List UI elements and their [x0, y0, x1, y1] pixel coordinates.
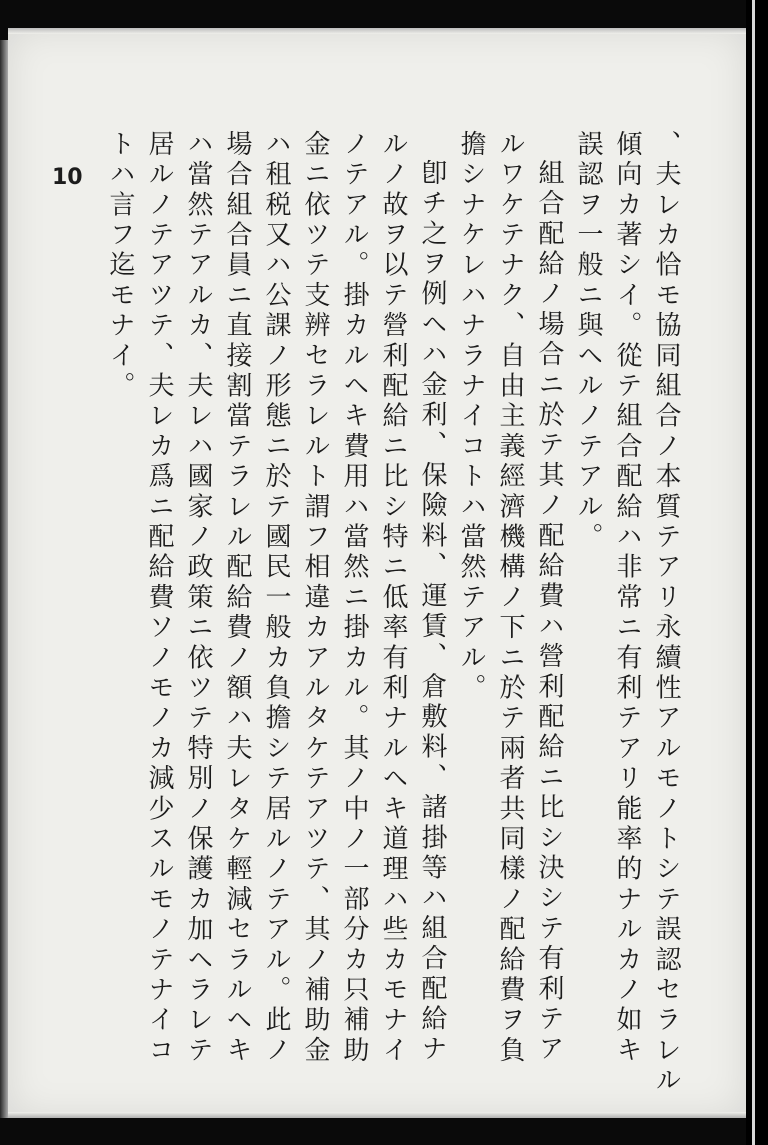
text-column: 擔シナケレハナラナイコトハ當然テアル。 — [456, 130, 486, 704]
text-column: ルワケテナク、自由主義經濟機構ノ下ニ於テ兩者共同樣ノ配給費ヲ負 — [495, 130, 525, 1067]
text-column: ノテアル。掛カルヘキ費用ハ當然ニ掛カル。其ノ中ノ一部分カ只補助 — [339, 130, 369, 1067]
scan-edge-left — [0, 40, 8, 1120]
scan-edge-top — [8, 28, 746, 34]
text-column: ハ當然テアルカ、夫レハ國家ノ政策ニ依ツテ特別ノ保護カ加ヘラレテ — [183, 130, 213, 1067]
text-column: 居ルノテアツテ、夫レカ爲ニ配給費ソノモノカ減少スルモノテナイコ — [144, 130, 174, 1067]
text-column: ルノ故ヲ以テ營利配給ニ比シ特ニ低率有利ナルヘキ道理ハ些カモナイ — [378, 130, 408, 1067]
text-column: 場合組合員ニ直接割當テラレル配給費ノ額ハ夫レタケ輕減セラルヘキ — [222, 130, 252, 1067]
scan-border-right — [746, 0, 768, 1145]
text-column: トハ言フ迄モナイ。 — [105, 130, 135, 402]
page-number: 10 — [52, 165, 83, 190]
vertical-text-block — [104, 130, 684, 1097]
scan-border-bottom — [0, 1118, 768, 1145]
text-column: 、夫レカ恰モ協同組合ノ本質テアリ永續性アルモノトシテ誤認セラレル — [651, 130, 681, 1097]
text-column: 誤認ヲ一般ニ與ヘルノテアル。 — [573, 130, 603, 553]
text-column: 傾向カ著シイ。從テ組合配給ハ非常ニ有利テアリ能率的ナルカノ如キ — [612, 130, 642, 1067]
text-column: ハ租税又ハ公課ノ形態ニ於テ國民一般カ負擔シテ居ルノテアル。此ノ — [261, 130, 291, 1067]
text-column: 組合配給ノ場合ニ於テ其ノ配給費ハ營利配給ニ比シ決シテ有利テア — [534, 159, 564, 1066]
text-column: 金ニ依ツテ支辨セラレルト謂フ相違カアルタケテアツテ、其ノ補助金 — [300, 130, 330, 1067]
scan-border-line — [752, 0, 755, 1145]
text-column: 卽チ之ヲ例ヘハ金利、保險料、運賃、倉敷料、諸掛等ハ組合配給ナ — [417, 159, 447, 1065]
